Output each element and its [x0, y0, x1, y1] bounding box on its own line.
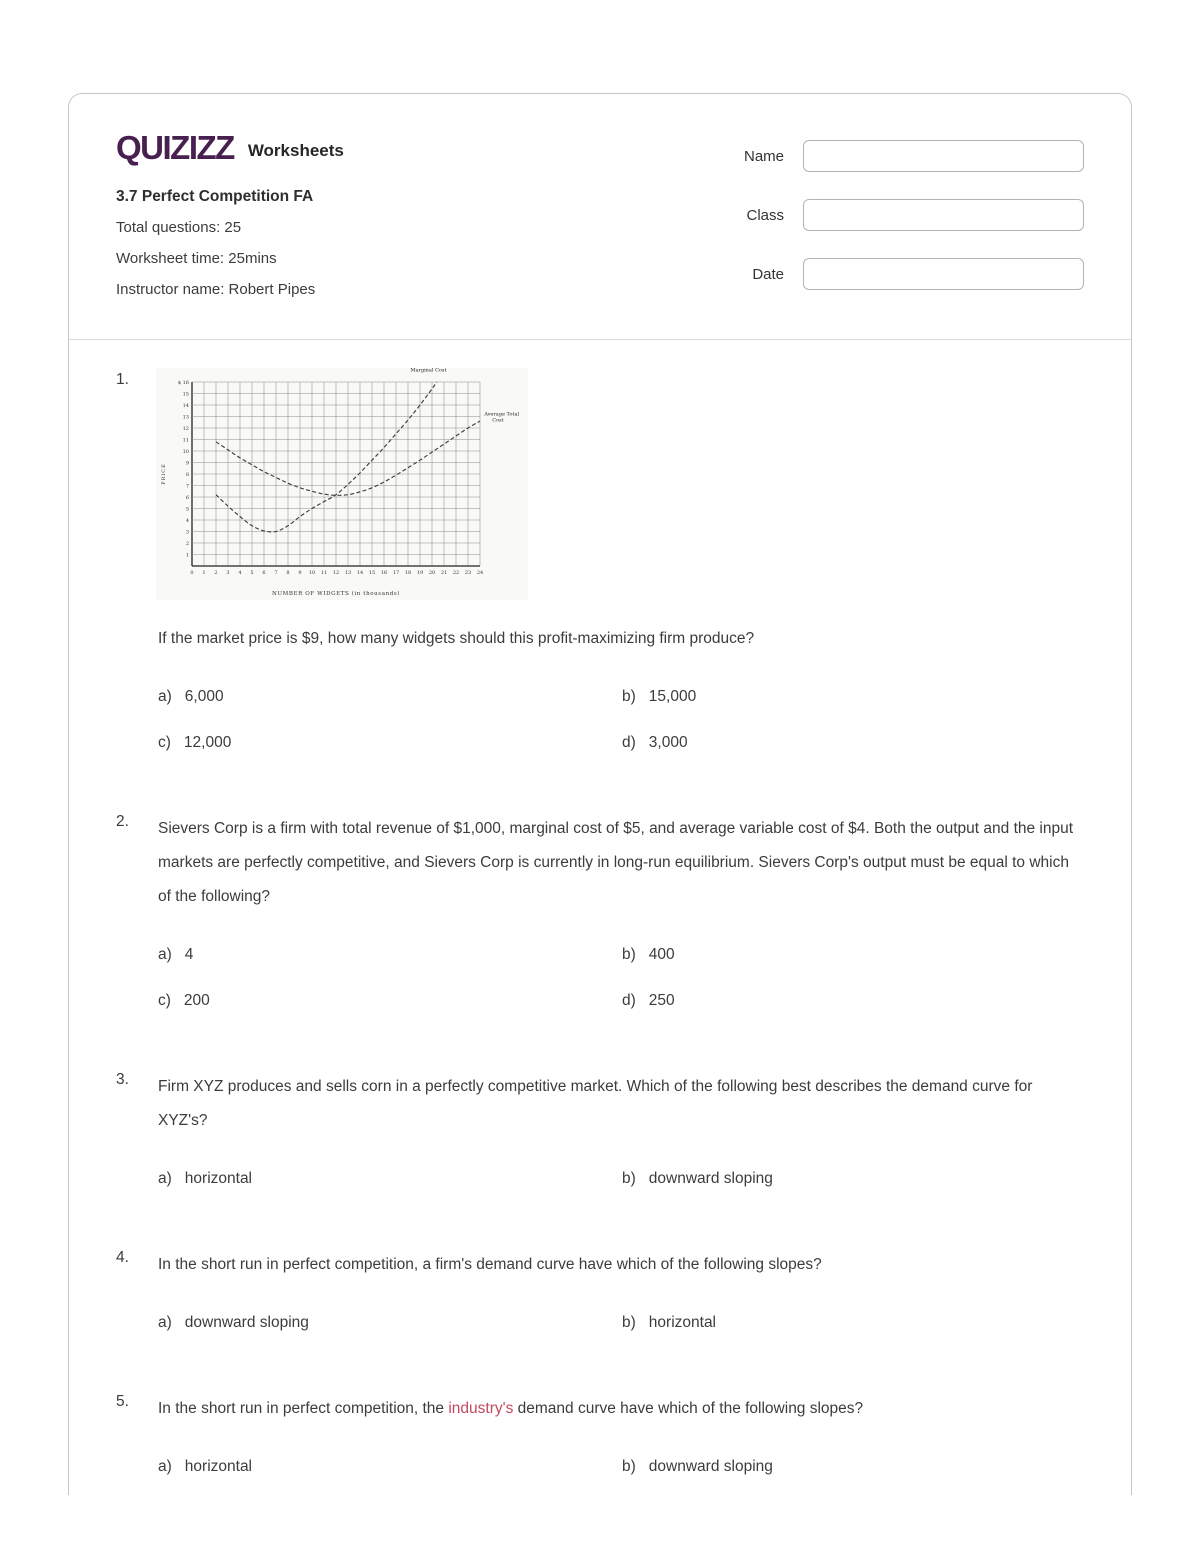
options [158, 1456, 1084, 1478]
svg-text:15: 15 [182, 391, 189, 398]
worksheet-page [68, 93, 1132, 1495]
svg-text:1: 1 [202, 570, 206, 576]
option-d: d) 250 [622, 992, 675, 1009]
svg-text:Average TotalCost: Average Total Cost [484, 411, 520, 424]
svg-text:14: 14 [182, 402, 189, 409]
option-b: b) horizontal [622, 1314, 717, 1331]
option-b: b) downward sloping [622, 1170, 773, 1187]
question-4 [116, 1248, 1084, 1334]
option-a: a) horizontal [158, 1170, 253, 1187]
worksheet-title: 3.7 Perfect Competition FA [116, 188, 314, 205]
svg-text:6: 6 [185, 494, 189, 501]
options [158, 1312, 1084, 1334]
options [158, 686, 1084, 754]
option-c: c) 200 [158, 992, 210, 1009]
svg-text:12: 12 [332, 570, 340, 576]
question-3 [116, 1070, 1084, 1190]
svg-text:2: 2 [185, 540, 189, 547]
question-text: If the market price is $9, how many widgets should this profit-maximizing firm produce? [158, 630, 755, 647]
question-text: In the short run in perfect competition, the industry's demand curve have which of the following slopes? [158, 1400, 864, 1417]
svg-text:PRICE: PRICE [161, 463, 167, 485]
svg-text:6: 6 [262, 570, 266, 576]
option-b: b) downward sloping [622, 1458, 773, 1475]
option-b: b) 15,000 [622, 688, 697, 705]
question-5 [116, 1392, 1084, 1478]
svg-text:10: 10 [308, 570, 316, 576]
instructor-name: Instructor name: Robert Pipes [116, 281, 316, 298]
class-label: Class [746, 206, 784, 224]
question-2 [116, 812, 1084, 1012]
total-questions: Total questions: 25 [116, 219, 242, 236]
svg-text:9: 9 [298, 570, 302, 576]
option-a: a) downward sloping [158, 1314, 309, 1331]
question-text: In the short run in perfect competition, a firm's demand curve have which of the following slopes? [158, 1256, 822, 1273]
option-d: d) 3,000 [622, 734, 688, 751]
name-input[interactable] [803, 140, 1084, 172]
svg-text:3: 3 [185, 529, 189, 536]
class-field-row [744, 199, 1084, 231]
question-number: 3. [116, 1071, 129, 1088]
svg-text:21: 21 [440, 570, 448, 576]
svg-text:5: 5 [250, 570, 254, 576]
class-input[interactable] [803, 199, 1084, 231]
student-fields [744, 140, 1084, 317]
svg-text:15: 15 [368, 570, 376, 576]
svg-text:7: 7 [185, 483, 189, 490]
svg-text:13: 13 [182, 414, 189, 421]
question-number: 1. [116, 371, 129, 388]
options [158, 944, 1084, 1012]
question-1 [116, 370, 1084, 754]
svg-text:17: 17 [392, 570, 400, 576]
svg-text:11: 11 [320, 570, 328, 576]
quizizz-logo: QUIZIZZ [116, 129, 234, 166]
svg-text:2: 2 [214, 570, 218, 576]
svg-text:$ 16: $ 16 [177, 379, 189, 386]
svg-text:10: 10 [182, 448, 189, 455]
svg-text:12: 12 [182, 425, 189, 432]
question-number: 4. [116, 1249, 129, 1266]
options [158, 1168, 1084, 1190]
svg-text:14: 14 [356, 570, 364, 576]
svg-text:16: 16 [380, 570, 388, 576]
svg-text:11: 11 [182, 437, 189, 444]
svg-text:Marginal Cost: Marginal Cost [410, 368, 447, 374]
svg-text:22: 22 [452, 570, 460, 576]
svg-text:9: 9 [185, 460, 189, 467]
svg-text:1: 1 [185, 552, 189, 559]
name-field-row [744, 140, 1084, 172]
svg-text:3: 3 [226, 570, 230, 576]
svg-text:0: 0 [190, 570, 194, 576]
svg-text:5: 5 [185, 506, 189, 513]
option-a: a) horizontal [158, 1458, 253, 1475]
svg-text:8: 8 [185, 471, 189, 478]
question-number: 2. [116, 813, 129, 830]
svg-text:18: 18 [404, 570, 412, 576]
date-field-row [744, 258, 1084, 290]
question-text: Firm XYZ produces and sells corn in a perfectly competitive market. Which of the following best describes the demand curve for XYZ's? [158, 1078, 1033, 1129]
date-input[interactable] [803, 258, 1084, 290]
worksheet-time: Worksheet time: 25mins [116, 250, 277, 267]
option-a: a) 6,000 [158, 688, 224, 705]
svg-text:24: 24 [476, 570, 484, 576]
svg-text:23: 23 [464, 570, 472, 576]
svg-text:7: 7 [274, 570, 278, 576]
highlighted-word: industry's [448, 1400, 514, 1417]
svg-text:8: 8 [286, 570, 290, 576]
svg-text:NUMBER OF WIDGETS (in thousand: NUMBER OF WIDGETS (in thousands) [271, 591, 401, 597]
option-c: c) 12,000 [158, 734, 232, 751]
svg-text:4: 4 [185, 517, 189, 524]
questions-area [69, 339, 1131, 1478]
worksheets-product-label: Worksheets [247, 141, 344, 160]
option-b: b) 400 [622, 946, 675, 963]
svg-text:19: 19 [416, 570, 424, 576]
question-number: 5. [116, 1393, 129, 1410]
svg-text:4: 4 [238, 570, 242, 576]
date-label: Date [752, 265, 784, 283]
svg-text:13: 13 [344, 570, 352, 576]
question-text: Sievers Corp is a firm with total revenue of $1,000, marginal cost of $5, and average variable cost of $4. Both the output and the input markets are perfectly competitive, and Sievers Corp is currently in long-run equilibrium. Sievers Corp's output must be equal to which of the following? [158, 820, 1074, 905]
svg-text:20: 20 [428, 570, 436, 576]
name-label: Name [743, 147, 784, 165]
option-a: a) 4 [158, 946, 194, 963]
cost-curves-chart [156, 368, 528, 600]
worksheet-header [69, 94, 1131, 339]
